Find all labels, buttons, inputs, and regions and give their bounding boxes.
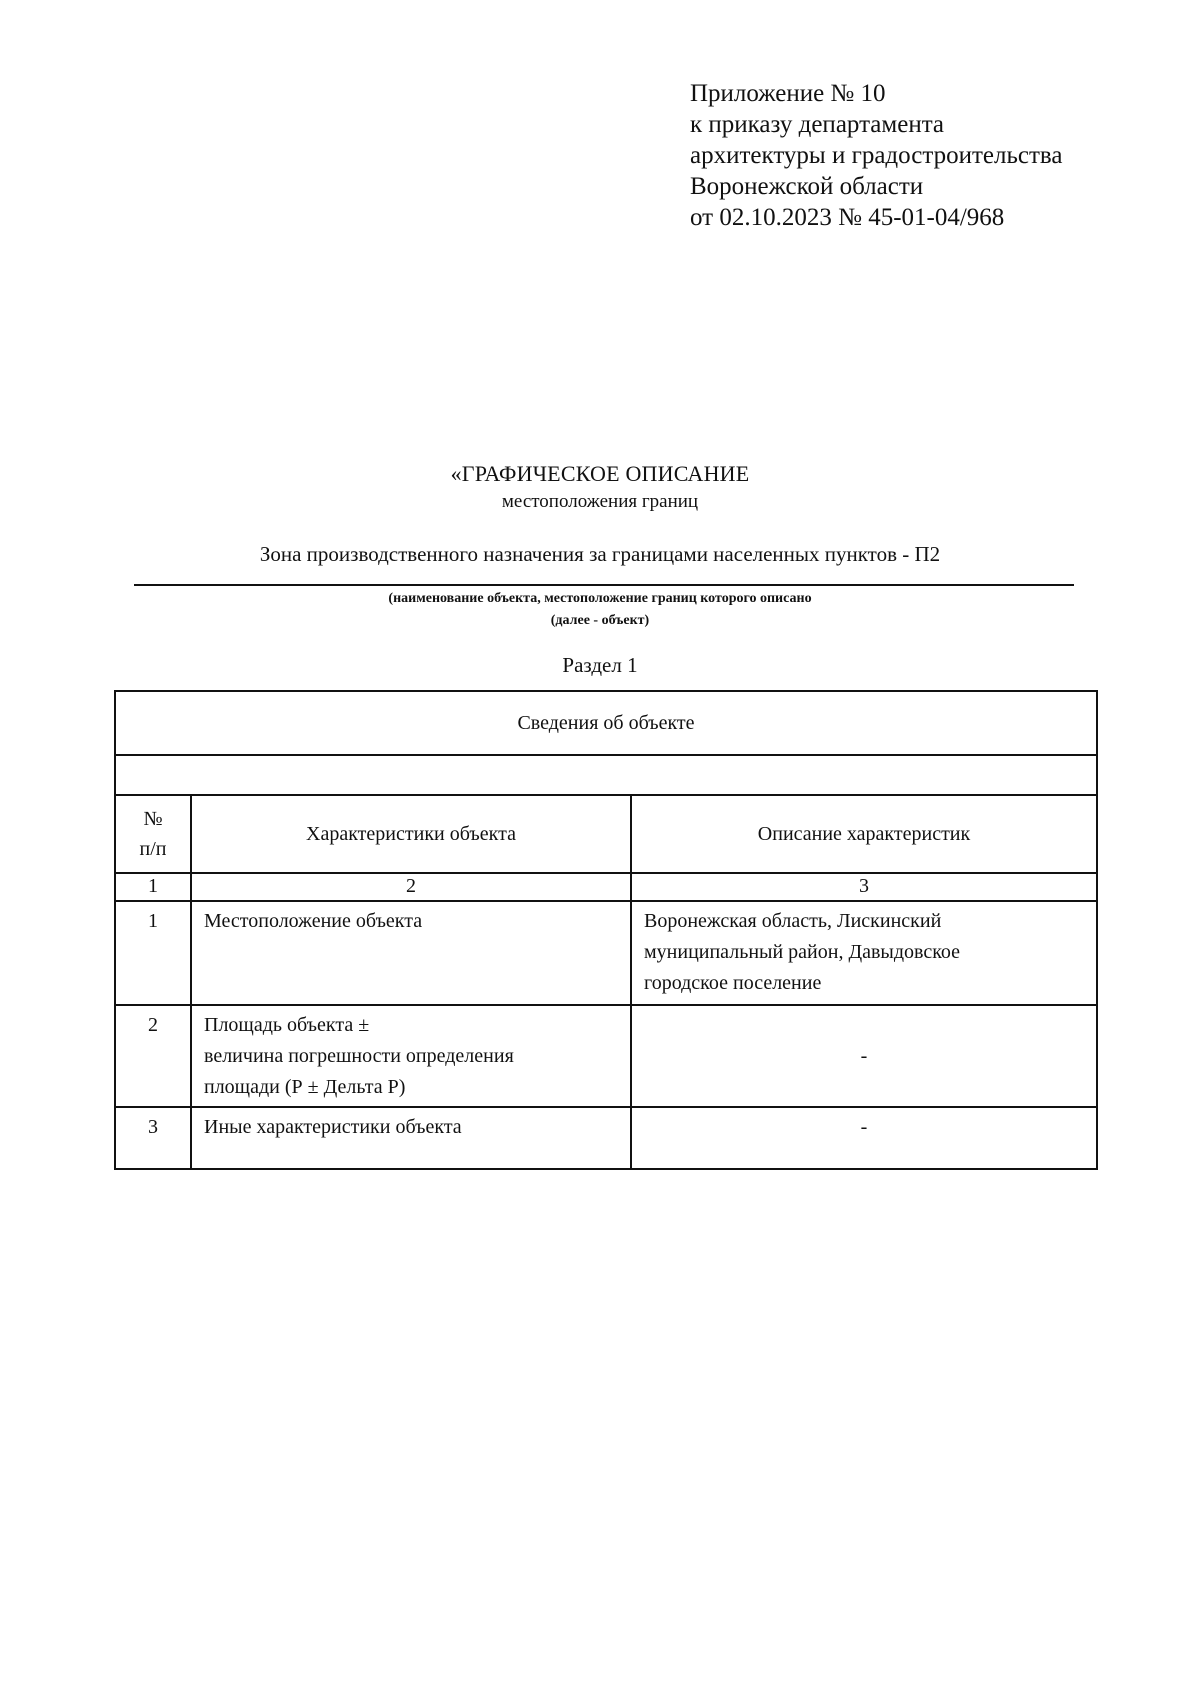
description-line: Воронежская область, Лискинский (644, 910, 942, 932)
row-characteristic (191, 901, 631, 1005)
document-subtitle: местоположения границ (501, 491, 699, 512)
appendix-block (690, 78, 1130, 233)
row-description (631, 1005, 1097, 1107)
document-title: «ГРАФИЧЕСКОЕ ОПИСАНИЕ (450, 461, 750, 486)
row-characteristic (191, 1107, 631, 1169)
row-num: 1 (115, 901, 191, 1005)
characteristic-line: площади (Р ± Дельта Р) (204, 1076, 406, 1098)
object-info-table (114, 690, 1098, 1170)
table-row (115, 1005, 1097, 1107)
header-description: Описание характеристик (631, 795, 1097, 873)
column-number: 1 (115, 873, 191, 901)
object-caption-line: (далее - объект) (550, 613, 650, 628)
characteristic-line: Местоположение объекта (204, 910, 423, 932)
description-line: муниципальный район, Давыдовское (644, 941, 961, 963)
row-description (631, 901, 1097, 1005)
table-blank-row (115, 755, 1097, 795)
row-characteristic (191, 1005, 631, 1107)
header-num (115, 795, 191, 873)
appendix-line: к приказу департамента (690, 111, 945, 138)
table-title: Сведения об объекте (115, 691, 1097, 755)
row-description (631, 1107, 1097, 1169)
blank-cell (115, 755, 1097, 795)
column-number: 3 (631, 873, 1097, 901)
table-title-row (115, 691, 1097, 755)
header-characteristics: Характеристики объекта (191, 795, 631, 873)
object-name-underline (134, 584, 1074, 586)
appendix-line: Приложение № 10 (690, 80, 886, 107)
object-name: Зона производственного назначения за границами населенных пунктов - П2 (259, 542, 941, 566)
characteristic-line: Площадь объекта ± (204, 1014, 370, 1036)
appendix-date-line: от 02.10.2023 № 45-01-04/968 (690, 204, 1005, 231)
table-row (115, 1107, 1097, 1169)
row-num: 3 (115, 1107, 191, 1169)
section-label: Раздел 1 (562, 653, 638, 677)
characteristic-line: Иные характеристики объекта (204, 1116, 462, 1138)
object-caption (0, 588, 1200, 632)
row-num: 2 (115, 1005, 191, 1107)
characteristic-line: величина погрешности определения (204, 1045, 514, 1067)
object-caption-line: (наименование объекта, местоположение границ которого описано (388, 591, 812, 606)
description-line: городское поселение (644, 972, 822, 994)
header-num-abbr: п/п (139, 838, 167, 860)
table-header-row (115, 795, 1097, 873)
appendix-line: Воронежской области (690, 173, 924, 200)
column-numbers-row (115, 873, 1097, 901)
description-line: - (860, 1044, 868, 1067)
column-number: 2 (191, 873, 631, 901)
appendix-line: архитектуры и градостроительства (690, 142, 1063, 169)
table-row (115, 901, 1097, 1005)
description-line: - (860, 1116, 868, 1138)
header-num-symbol: № (143, 808, 163, 830)
